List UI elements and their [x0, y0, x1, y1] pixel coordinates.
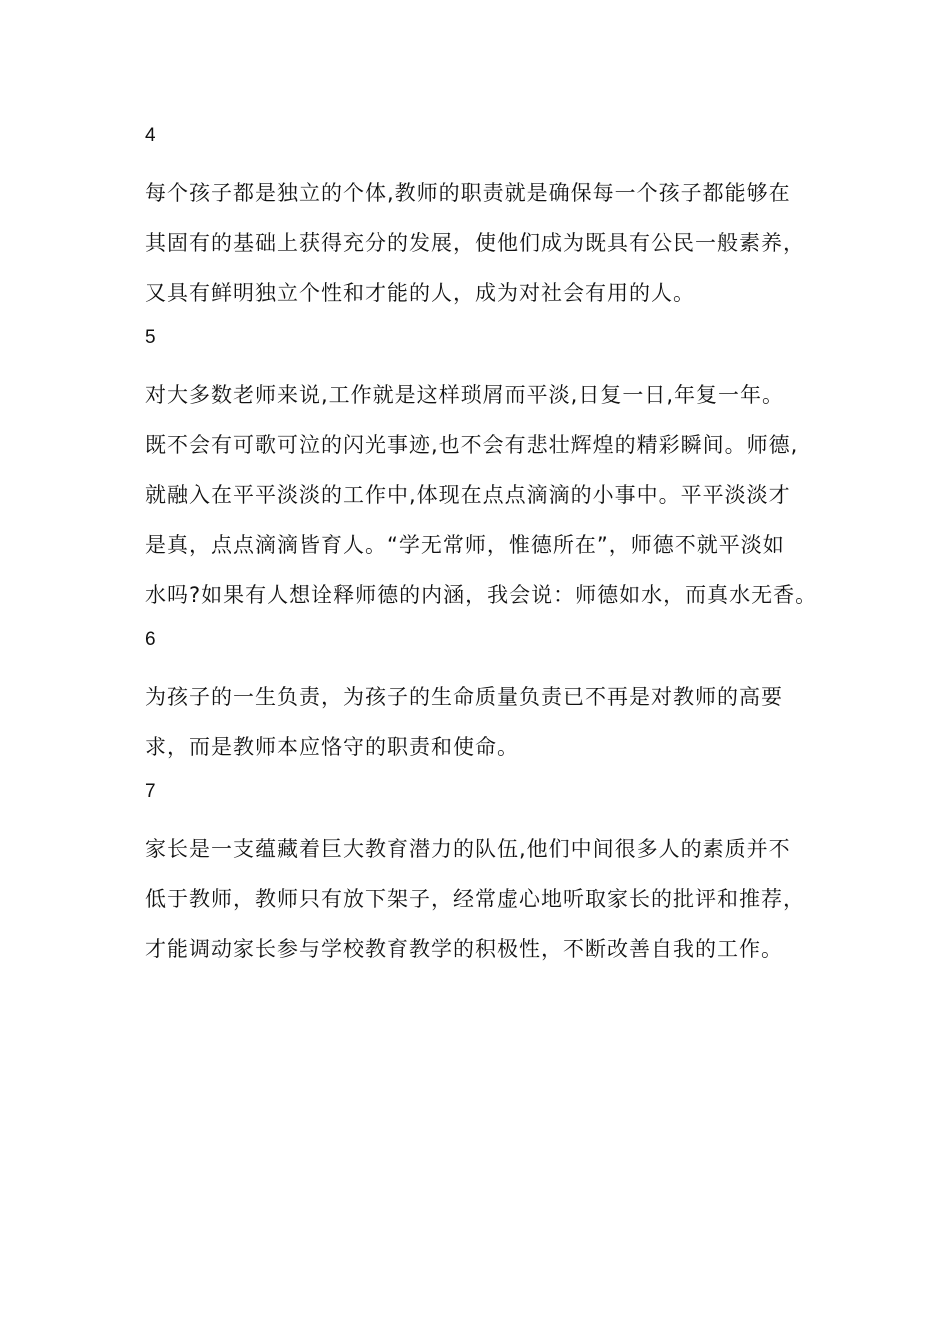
paragraph-line: 其固有的基础上获得充分的发展，使他们成为既具有公民一般素养， — [145, 231, 805, 255]
paragraph-line: 低于教师，教师只有放下架子，经常虚心地听取家长的批评和推荐， — [145, 887, 805, 911]
section-paragraph — [145, 168, 815, 318]
section-number: 5 — [145, 327, 156, 348]
paragraph-line: 既不会有可歌可泣的闪光事迹,也不会有悲壮辉煌的精彩瞬间。师德, — [145, 433, 799, 457]
section-7 — [145, 774, 815, 974]
paragraph-line: 是真，点点滴滴皆育人。“学无常师，惟德所在”，师德不就平淡如 — [145, 533, 785, 557]
section-number: 7 — [145, 781, 156, 802]
section-4 — [145, 118, 815, 318]
document-page — [145, 118, 818, 976]
section-paragraph — [145, 824, 815, 974]
section-number: 4 — [145, 125, 156, 146]
section-5 — [145, 320, 818, 620]
paragraph-line: 对大多数老师来说,工作就是这样琐屑而平淡,日复一日,年复一年。 — [145, 383, 785, 407]
paragraph-line: 才能调动家长参与学校教育教学的积极性，不断改善自我的工作。 — [145, 937, 783, 961]
section-6 — [145, 622, 815, 772]
section-paragraph — [145, 672, 815, 772]
paragraph-line: 求，而是教师本应恪守的职责和使命。 — [145, 735, 519, 759]
paragraph-line: 水吗?如果有人想诠释师德的内涵，我会说：师德如水，而真水无香。 — [145, 583, 818, 607]
paragraph-line: 就融入在平平淡淡的工作中,体现在点点滴滴的小事中。平平淡淡才 — [145, 483, 791, 507]
paragraph-line: 为孩子的一生负责，为孩子的生命质量负责已不再是对教师的高要 — [145, 685, 783, 709]
paragraph-line: 每个孩子都是独立的个体,教师的职责就是确保每一个孩子都能够在 — [145, 181, 791, 205]
section-number: 6 — [145, 629, 156, 650]
paragraph-line: 家长是一支蕴藏着巨大教育潜力的队伍,他们中间很多人的素质并不 — [145, 837, 791, 861]
paragraph-line: 又具有鲜明独立个性和才能的人，成为对社会有用的人。 — [145, 281, 695, 305]
section-paragraph — [145, 370, 818, 620]
